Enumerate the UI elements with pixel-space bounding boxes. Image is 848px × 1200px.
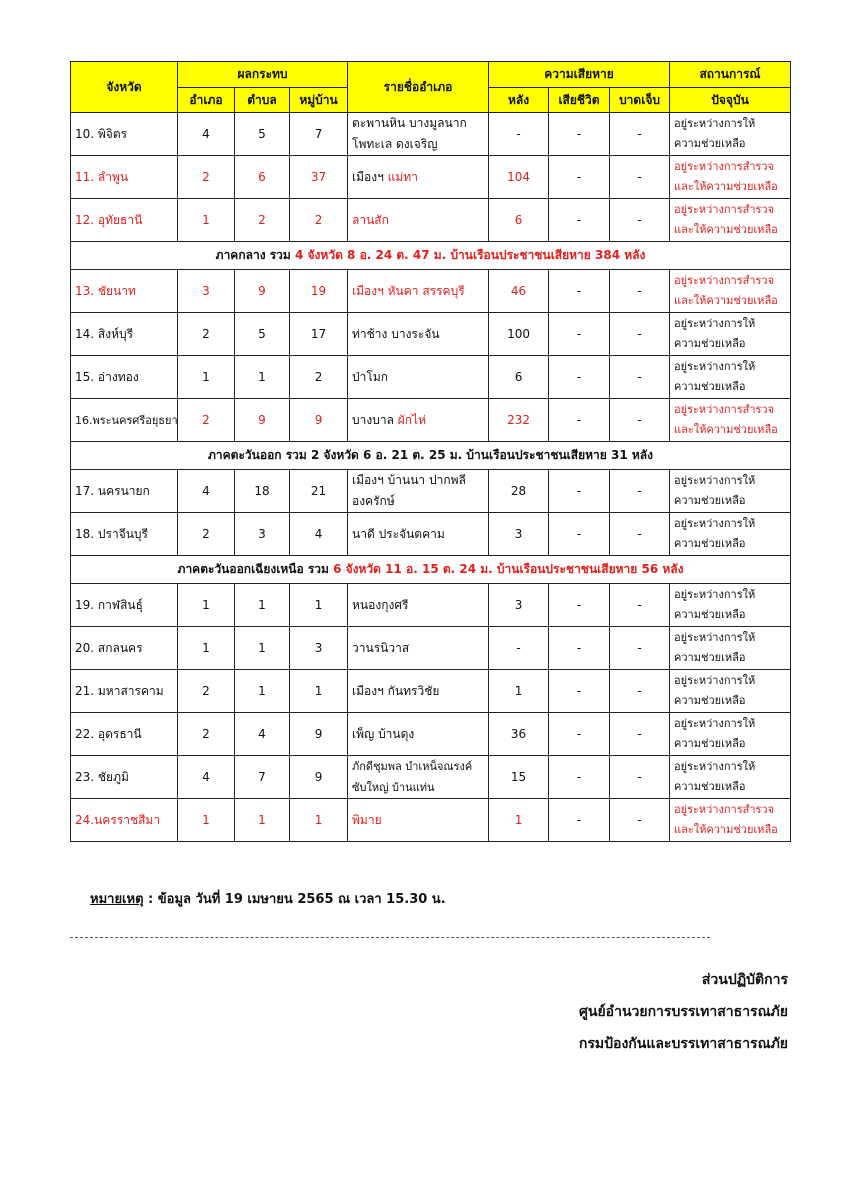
- region-summary-row: [71, 442, 791, 470]
- injured-count: -: [610, 513, 670, 556]
- region-label: ภาคตะวันออกเฉียงเหนือ รวม: [177, 562, 334, 576]
- header-tambon: ตำบล: [235, 88, 290, 113]
- status-cell: [670, 156, 791, 199]
- village-count: 9: [290, 756, 348, 799]
- status-line1: อยู่ระหว่างการให้: [674, 588, 756, 601]
- deaths-count: -: [549, 199, 610, 242]
- header-deaths: เสียชีวิต: [549, 88, 610, 113]
- province-cell: 22. อุดรธานี: [71, 713, 178, 756]
- status-cell: [670, 356, 791, 399]
- district-line2: องครักษ์: [352, 494, 395, 508]
- deaths-count: -: [549, 756, 610, 799]
- injured-count: -: [610, 356, 670, 399]
- status-line1: อยู่ระหว่างการให้: [674, 117, 756, 130]
- region-highlight: 6 จังหวัด 11 อ. 15 ต. 24 ม. บ้านเรือนประชาชนเสียหาย 56 หลัง: [333, 562, 684, 576]
- district-names-cell: เมืองฯ กันทรวิชัย: [348, 670, 489, 713]
- status-cell: [670, 399, 791, 442]
- houses-count: -: [489, 113, 549, 156]
- signature-line3: กรมป้องกันและบรรเทาสาธารณภัย: [578, 1036, 788, 1052]
- province-cell: 23. ชัยภูมิ: [71, 756, 178, 799]
- footnote-label: หมายเหตุ: [90, 892, 144, 907]
- amphoe-count: 1: [178, 356, 235, 399]
- status-line1: อยู่ระหว่างการให้: [674, 360, 756, 373]
- table-row: [71, 356, 791, 399]
- region-summary: [71, 556, 791, 584]
- status-line2: ความช่วยเหลือ: [674, 494, 746, 507]
- tambon-count: 1: [235, 584, 290, 627]
- deaths-count: -: [549, 399, 610, 442]
- status-cell: [670, 270, 791, 313]
- header-injured: บาดเจ็บ: [610, 88, 670, 113]
- status-line1: อยู่ระหว่างการสำรวจ: [674, 203, 775, 216]
- table-row: [71, 313, 791, 356]
- province-cell: 18. ปราจีนบุรี: [71, 513, 178, 556]
- amphoe-count: 4: [178, 756, 235, 799]
- amphoe-count: 1: [178, 199, 235, 242]
- table-row: [71, 627, 791, 670]
- tambon-count: 1: [235, 799, 290, 842]
- divider: [70, 937, 710, 938]
- region-summary-row: [71, 242, 791, 270]
- status-cell: [670, 799, 791, 842]
- houses-count: -: [489, 627, 549, 670]
- status-cell: [670, 113, 791, 156]
- tambon-count: 4: [235, 713, 290, 756]
- village-count: 3: [290, 627, 348, 670]
- village-count: 9: [290, 713, 348, 756]
- footnote-text: : ข้อมูล วันที่ 19 เมษายน 2565 ณ เวลา 15.30 น.: [143, 892, 446, 907]
- district-names-cell: ป่าโมก: [348, 356, 489, 399]
- district-line1: ตะพานหิน บางมูลนาก: [352, 116, 467, 130]
- houses-count: 3: [489, 584, 549, 627]
- village-count: 17: [290, 313, 348, 356]
- amphoe-count: 2: [178, 156, 235, 199]
- district-names-cell: วานรนิวาส: [348, 627, 489, 670]
- status-line2: ความช่วยเหลือ: [674, 137, 746, 150]
- province-cell: 16.พระนครศรีอยุธยา: [71, 399, 178, 442]
- houses-count: 28: [489, 470, 549, 513]
- district-line1: ภักดีชุมพล บำเหน็จณรงค์: [352, 760, 473, 773]
- district-line2: ซับใหญ่ บ้านแท่น: [352, 781, 435, 794]
- province-cell: 24.นครราชสีมา: [71, 799, 178, 842]
- amphoe-count: 2: [178, 513, 235, 556]
- district-line1: เมืองฯ: [352, 169, 388, 184]
- deaths-count: -: [549, 513, 610, 556]
- header-houses: หลัง: [489, 88, 549, 113]
- amphoe-count: 2: [178, 313, 235, 356]
- header-district-names: รายชื่ออำเภอ: [348, 62, 489, 113]
- amphoe-count: 2: [178, 670, 235, 713]
- status-line1: อยู่ระหว่างการสำรวจ: [674, 403, 775, 416]
- district-names-cell: [348, 113, 489, 156]
- status-line1: อยู่ระหว่างการให้: [674, 760, 756, 773]
- deaths-count: -: [549, 627, 610, 670]
- injured-count: -: [610, 199, 670, 242]
- injured-count: -: [610, 399, 670, 442]
- status-cell: [670, 670, 791, 713]
- amphoe-count: 1: [178, 799, 235, 842]
- province-cell: 11. ลำพูน: [71, 156, 178, 199]
- injured-count: -: [610, 470, 670, 513]
- houses-count: 1: [489, 670, 549, 713]
- region-label: ภาคกลาง รวม: [215, 248, 295, 262]
- header-amphoe: อำเภอ: [178, 88, 235, 113]
- district-names-cell: พิมาย: [348, 799, 489, 842]
- status-cell: [670, 513, 791, 556]
- status-cell: [670, 627, 791, 670]
- status-cell: [670, 713, 791, 756]
- village-count: 4: [290, 513, 348, 556]
- village-count: 1: [290, 670, 348, 713]
- header-damage: ความเสียหาย: [489, 62, 670, 88]
- amphoe-count: 4: [178, 113, 235, 156]
- amphoe-count: 4: [178, 470, 235, 513]
- tambon-count: 5: [235, 113, 290, 156]
- province-cell: 20. สกลนคร: [71, 627, 178, 670]
- amphoe-count: 1: [178, 627, 235, 670]
- table-row: [71, 513, 791, 556]
- table-row: [71, 470, 791, 513]
- deaths-count: -: [549, 113, 610, 156]
- status-line1: อยู่ระหว่างการสำรวจ: [674, 274, 775, 287]
- table-row: [71, 799, 791, 842]
- region-summary: [71, 242, 791, 270]
- deaths-count: -: [549, 470, 610, 513]
- houses-count: 46: [489, 270, 549, 313]
- status-line2: และให้ความช่วยเหลือ: [674, 180, 778, 193]
- signature-block: [579, 964, 788, 1060]
- houses-count: 1: [489, 799, 549, 842]
- tambon-count: 1: [235, 356, 290, 399]
- tambon-count: 1: [235, 670, 290, 713]
- province-cell: 13. ชัยนาท: [71, 270, 178, 313]
- province-cell: 19. กาฬสินธุ์: [71, 584, 178, 627]
- district-names-cell: [348, 756, 489, 799]
- status-line2: และให้ความช่วยเหลือ: [674, 823, 778, 836]
- province-cell: 15. อ่างทอง: [71, 356, 178, 399]
- tambon-count: 9: [235, 270, 290, 313]
- deaths-count: -: [549, 584, 610, 627]
- deaths-count: -: [549, 713, 610, 756]
- signature-line1: ส่วนปฏิบัติการ: [701, 972, 788, 988]
- province-cell: 10. พิจิตร: [71, 113, 178, 156]
- injured-count: -: [610, 113, 670, 156]
- district-highlight: แม่ทา: [387, 169, 418, 184]
- region-summary: ภาคตะวันออก รวม 2 จังหวัด 6 อ. 21 ต. 25 ม. บ้านเรือนประชาชนเสียหาย 31 หลัง: [71, 442, 791, 470]
- injured-count: -: [610, 799, 670, 842]
- village-count: 7: [290, 113, 348, 156]
- table-row: [71, 113, 791, 156]
- injured-count: -: [610, 627, 670, 670]
- houses-count: 232: [489, 399, 549, 442]
- houses-count: 36: [489, 713, 549, 756]
- district-line2: โพทะเล ดงเจริญ: [352, 137, 438, 151]
- header-impact: ผลกระทบ: [178, 62, 348, 88]
- status-line1: อยู่ระหว่างการให้: [674, 517, 756, 530]
- district-names-cell: ท่าช้าง บางระจัน: [348, 313, 489, 356]
- district-names-cell: [348, 156, 489, 199]
- village-count: 21: [290, 470, 348, 513]
- header-province: จังหวัด: [71, 62, 178, 113]
- status-line2: และให้ความช่วยเหลือ: [674, 223, 778, 236]
- houses-count: 15: [489, 756, 549, 799]
- village-count: 37: [290, 156, 348, 199]
- status-line1: อยู่ระหว่างการสำรวจ: [674, 160, 775, 173]
- amphoe-count: 2: [178, 399, 235, 442]
- district-line1: บางบาล: [352, 412, 398, 427]
- injured-count: -: [610, 270, 670, 313]
- province-cell: 17. นครนายก: [71, 470, 178, 513]
- tambon-count: 5: [235, 313, 290, 356]
- district-names-cell: เมืองฯ หันคา สรรคบุรี: [348, 270, 489, 313]
- village-count: 2: [290, 356, 348, 399]
- district-line1: เมืองฯ บ้านนา ปากพลี: [352, 473, 466, 487]
- district-names-cell: เพ็ญ บ้านดุง: [348, 713, 489, 756]
- status-cell: [670, 199, 791, 242]
- district-highlight: ผักไห่: [397, 412, 427, 427]
- deaths-count: -: [549, 356, 610, 399]
- injured-count: -: [610, 313, 670, 356]
- village-count: 9: [290, 399, 348, 442]
- tambon-count: 6: [235, 156, 290, 199]
- houses-count: 100: [489, 313, 549, 356]
- status-line2: และให้ความช่วยเหลือ: [674, 423, 778, 436]
- table-row: [71, 199, 791, 242]
- header-village: หมู่บ้าน: [290, 88, 348, 113]
- status-cell: [670, 756, 791, 799]
- status-line1: อยู่ระหว่างการให้: [674, 317, 756, 330]
- header-status-line1: สถานการณ์: [670, 62, 791, 88]
- deaths-count: -: [549, 799, 610, 842]
- disaster-impact-table: [70, 61, 791, 842]
- injured-count: -: [610, 156, 670, 199]
- tambon-count: 2: [235, 199, 290, 242]
- region-highlight: 4 จังหวัด 8 อ. 24 ต. 47 ม. บ้านเรือนประชาชนเสียหาย 384 หลัง: [295, 248, 646, 262]
- tambon-count: 9: [235, 399, 290, 442]
- province-cell: 21. มหาสารคาม: [71, 670, 178, 713]
- amphoe-count: 2: [178, 713, 235, 756]
- table-row: [71, 584, 791, 627]
- tambon-count: 3: [235, 513, 290, 556]
- table-row: [71, 713, 791, 756]
- status-cell: [670, 584, 791, 627]
- district-names-cell: [348, 399, 489, 442]
- status-line2: ความช่วยเหลือ: [674, 337, 746, 350]
- header-status-line2: ปัจจุบัน: [670, 88, 791, 113]
- table-row: [71, 156, 791, 199]
- table-row: [71, 670, 791, 713]
- status-line2: ความช่วยเหลือ: [674, 694, 746, 707]
- status-line2: และให้ความช่วยเหลือ: [674, 294, 778, 307]
- footnote: [90, 888, 446, 909]
- table-row: [71, 756, 791, 799]
- injured-count: -: [610, 713, 670, 756]
- province-cell: 14. สิงห์บุรี: [71, 313, 178, 356]
- deaths-count: -: [549, 313, 610, 356]
- houses-count: 3: [489, 513, 549, 556]
- status-line1: อยู่ระหว่างการสำรวจ: [674, 803, 775, 816]
- status-line2: ความช่วยเหลือ: [674, 608, 746, 621]
- district-names-cell: นาดี ประจันตคาม: [348, 513, 489, 556]
- status-line2: ความช่วยเหลือ: [674, 780, 746, 793]
- tambon-count: 1: [235, 627, 290, 670]
- district-names-cell: หนองกุงศรี: [348, 584, 489, 627]
- injured-count: -: [610, 756, 670, 799]
- signature-line2: ศูนย์อำนวยการบรรเทาสาธารณภัย: [579, 1004, 788, 1020]
- village-count: 2: [290, 199, 348, 242]
- status-line2: ความช่วยเหลือ: [674, 651, 746, 664]
- status-line1: อยู่ระหว่างการให้: [674, 474, 756, 487]
- deaths-count: -: [549, 270, 610, 313]
- houses-count: 104: [489, 156, 549, 199]
- village-count: 1: [290, 799, 348, 842]
- status-line1: อยู่ระหว่างการให้: [674, 674, 756, 687]
- table-row: [71, 270, 791, 313]
- houses-count: 6: [489, 199, 549, 242]
- deaths-count: -: [549, 670, 610, 713]
- amphoe-count: 1: [178, 584, 235, 627]
- district-names-cell: [348, 470, 489, 513]
- injured-count: -: [610, 670, 670, 713]
- status-line1: อยู่ระหว่างการให้: [674, 631, 756, 644]
- injured-count: -: [610, 584, 670, 627]
- district-names-cell: ลานสัก: [348, 199, 489, 242]
- table-row: [71, 399, 791, 442]
- status-cell: [670, 313, 791, 356]
- province-cell: 12. อุทัยธานี: [71, 199, 178, 242]
- houses-count: 6: [489, 356, 549, 399]
- village-count: 19: [290, 270, 348, 313]
- village-count: 1: [290, 584, 348, 627]
- status-cell: [670, 470, 791, 513]
- region-summary-row: [71, 556, 791, 584]
- deaths-count: -: [549, 156, 610, 199]
- status-line1: อยู่ระหว่างการให้: [674, 717, 756, 730]
- tambon-count: 18: [235, 470, 290, 513]
- status-line2: ความช่วยเหลือ: [674, 537, 746, 550]
- amphoe-count: 3: [178, 270, 235, 313]
- status-line2: ความช่วยเหลือ: [674, 737, 746, 750]
- status-line2: ความช่วยเหลือ: [674, 380, 746, 393]
- tambon-count: 7: [235, 756, 290, 799]
